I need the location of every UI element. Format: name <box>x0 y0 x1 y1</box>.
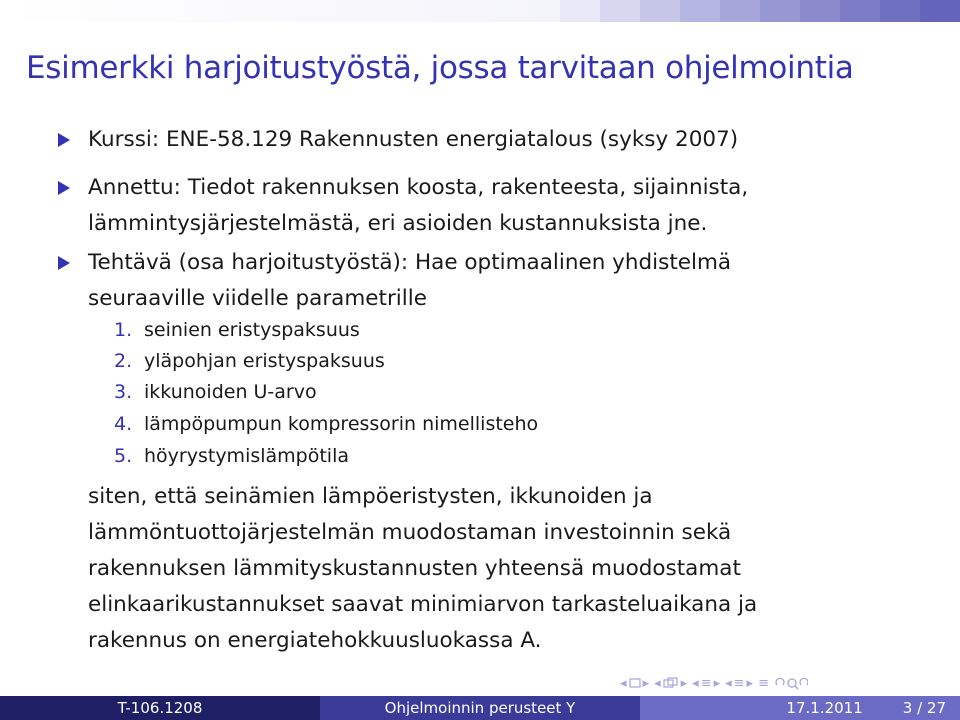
nav-subsection-icon[interactable]: ≡ <box>700 675 712 691</box>
header-bar-segment <box>560 0 600 22</box>
enum-text: lämpöpumpun kompressorin nimellisteho <box>144 413 539 435</box>
frame-title-area <box>0 22 960 100</box>
paragraph-line: lämmöntuottojärjestelmän muodostaman investoinnin sekä <box>88 520 732 545</box>
navigation-symbols <box>620 673 808 693</box>
header-bar-segment <box>800 0 840 22</box>
bullet-triangle-icon <box>58 181 70 195</box>
enum-item <box>114 409 538 439</box>
bullet-text: Kurssi: ENE-58.129 Rakennusten energiatalous (syksy 2007) <box>88 127 739 152</box>
enum-item <box>114 441 349 471</box>
enum-number: 3. <box>114 381 133 403</box>
paragraph-line: siten, että seinämien lämpöeristysten, ikkunoiden ja <box>88 484 653 509</box>
enum-number: 4. <box>114 413 133 435</box>
bullet-triangle-icon <box>58 133 70 147</box>
enum-number: 1. <box>114 319 133 341</box>
enum-item <box>114 377 317 407</box>
nav-search-icon[interactable] <box>774 676 808 690</box>
header-bar-segment <box>640 0 680 22</box>
paragraph-line: rakennuksen lämmityskustannusten yhteensä muodostamat <box>88 556 741 581</box>
bullet-item <box>58 245 938 317</box>
header-bar-fade <box>0 0 560 22</box>
enum-text: yläpohjan eristyspaksuus <box>144 350 385 372</box>
bullet-triangle-icon <box>58 256 70 270</box>
header-bar-segment <box>720 0 760 22</box>
enum-text: ikkunoiden U-arvo <box>144 381 317 403</box>
footer-bar <box>0 696 960 720</box>
footer-course-title: Ohjelmoinnin perusteet Y <box>320 696 640 720</box>
nav-prev-subsection-icon[interactable]: ◂ <box>692 675 699 691</box>
enum-number: 5. <box>114 445 133 467</box>
nav-frame-icon[interactable] <box>663 677 679 689</box>
footer-page-number: 3 / 27 <box>902 699 946 717</box>
footer-date: 17.1.2011 <box>786 699 863 717</box>
header-bar-segment <box>880 0 920 22</box>
nav-next-frame-icon[interactable]: ▸ <box>680 675 688 691</box>
header-bar <box>0 0 960 22</box>
nav-align-icon[interactable]: ≡ <box>758 675 769 691</box>
nav-next-subsection-icon[interactable]: ▸ <box>713 675 721 691</box>
nav-prev-section-icon[interactable]: ◂ <box>725 675 732 691</box>
paragraph-line: elinkaarikustannukset saavat minimiarvon tarkasteluaikana ja <box>88 592 758 617</box>
header-bar-segment <box>920 0 960 22</box>
header-bar-segment <box>680 0 720 22</box>
enum-number: 2. <box>114 350 133 372</box>
nav-next-section-icon[interactable]: ▸ <box>746 675 754 691</box>
nav-section-icon[interactable]: ≡ <box>733 675 745 691</box>
nav-prev-slide-icon[interactable]: ◂ <box>620 675 627 691</box>
bullet-text: seuraaville viidelle parametrille <box>88 286 427 311</box>
bullet-item <box>58 122 938 158</box>
nav-next-slide-icon[interactable]: ▸ <box>642 675 650 691</box>
footer-course: T-106.1208 <box>0 696 320 720</box>
header-bar-segment <box>600 0 640 22</box>
nav-prev-frame-icon[interactable]: ◂ <box>654 675 661 691</box>
enum-item <box>114 315 360 345</box>
nav-slide-icon[interactable] <box>629 677 641 689</box>
body-paragraph <box>88 479 938 659</box>
header-bar-segment <box>840 0 880 22</box>
slide-title: Esimerkki harjoitustyöstä, jossa tarvitaan ohjelmointia <box>26 50 854 86</box>
enum-text: seinien eristyspaksuus <box>144 319 360 341</box>
paragraph-line: rakennus on energiatehokkuusluokassa A. <box>88 628 542 653</box>
bullet-text: Tehtävä (osa harjoitustyöstä): Hae optimaalinen yhdistelmä <box>88 250 732 275</box>
bullet-text: lämmintysjärjestelmästä, eri asioiden kustannuksista jne. <box>88 211 708 236</box>
bullet-item <box>58 170 938 242</box>
footer-date-page <box>640 696 960 720</box>
header-bar-segment <box>760 0 800 22</box>
enum-item <box>114 346 385 376</box>
bullet-text: Annettu: Tiedot rakennuksen koosta, rakenteesta, sijainnista, <box>88 175 749 200</box>
enum-text: höyrystymislämpötila <box>144 445 350 467</box>
